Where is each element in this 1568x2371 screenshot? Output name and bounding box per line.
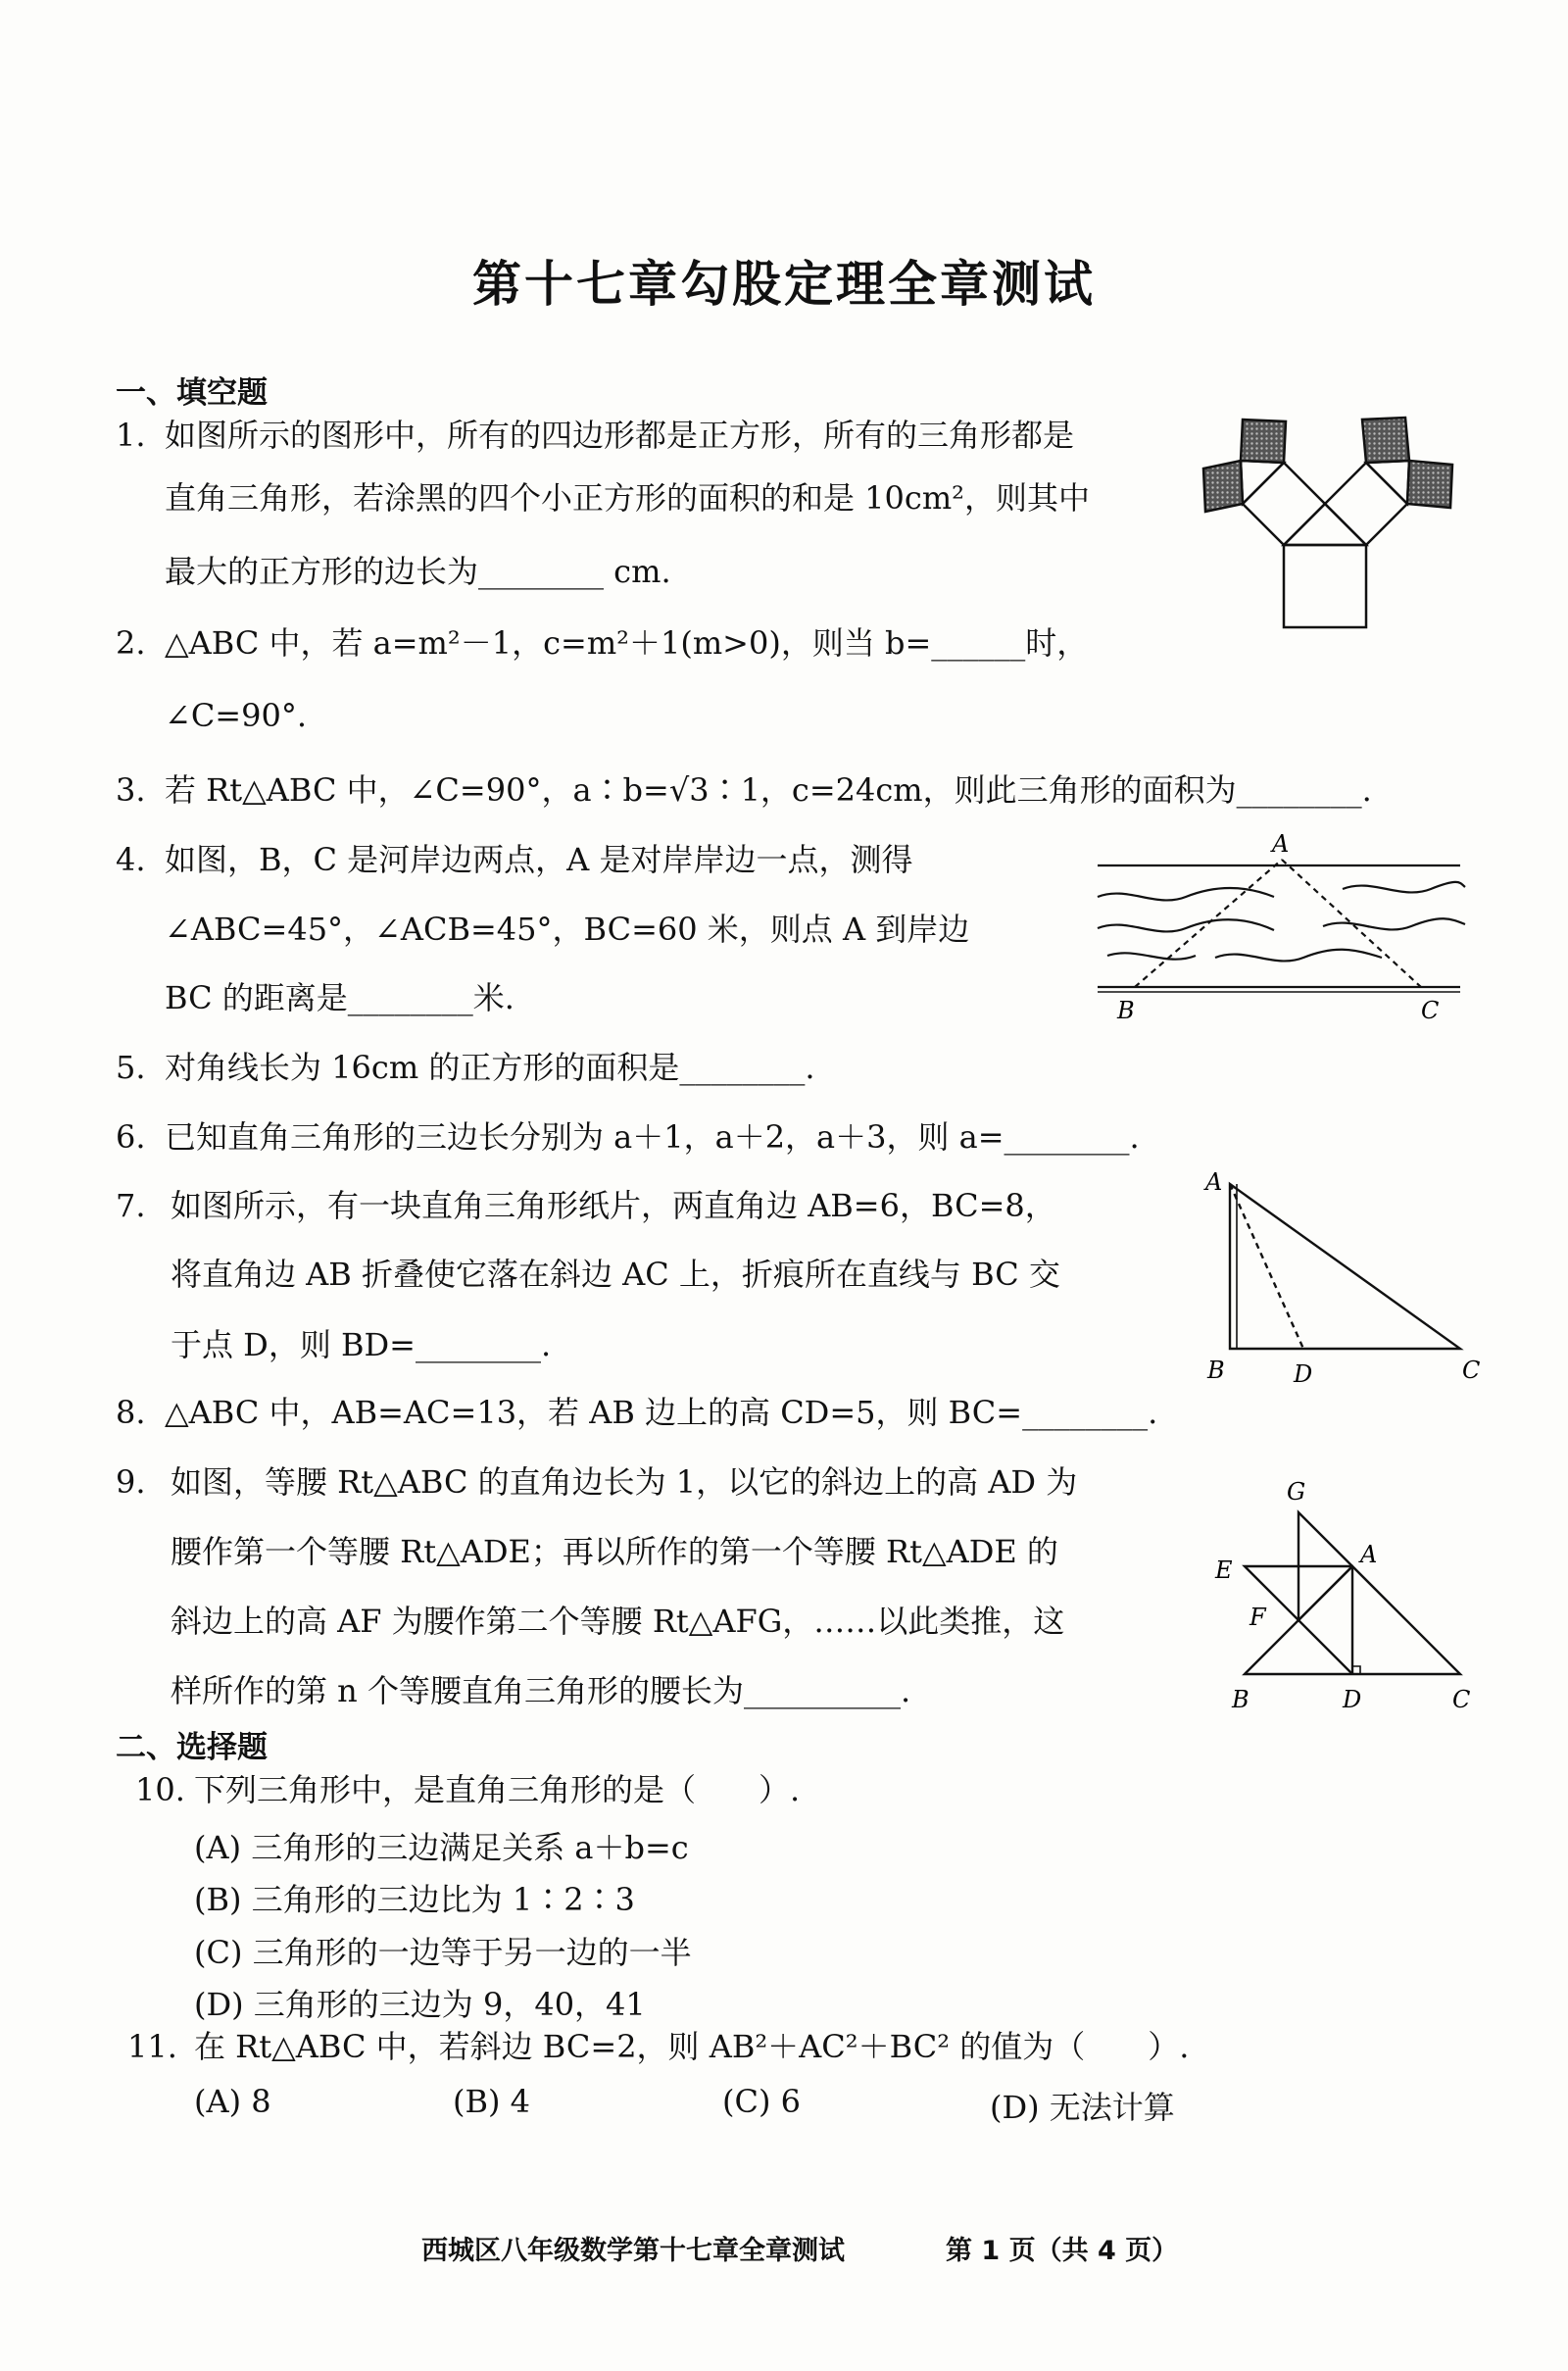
label-b: B — [1117, 997, 1135, 1024]
q8-line-1: △ABC 中，AB=AC=13，若 AB 边上的高 CD=5，则 BC=________. — [165, 1394, 1158, 1431]
largest-square — [1284, 545, 1366, 627]
q2-number: 2. — [116, 624, 146, 662]
label-f: F — [1250, 1604, 1266, 1631]
q5-line-1: 对角线长为 16cm 的正方形的面积是________. — [165, 1049, 815, 1086]
q7-line-2: 将直角边 AB 折叠使它落在斜边 AC 上，折痕所在直线与 BC 交 — [171, 1256, 1060, 1293]
q3-line-1: 若 Rt△ABC 中，∠C=90°，a∶b=√3∶1，c=24cm，则此三角形的面积为________. — [165, 771, 1372, 809]
q7-number: 7. — [116, 1187, 146, 1224]
label-a: A — [1272, 830, 1290, 858]
wave-2 — [1343, 882, 1465, 893]
label-c: C — [1462, 1357, 1481, 1384]
label-c: C — [1452, 1686, 1471, 1713]
q9-line-2: 腰作第一个等腰 Rt△ADE；再以所作的第一个等腰 Rt△ADE 的 — [171, 1533, 1058, 1570]
figure-folded-triangle — [1196, 1166, 1490, 1392]
section-multiple-choice: 二、选择题 — [116, 1730, 268, 1765]
triangle-abc — [1230, 1184, 1460, 1349]
figure-river — [1088, 828, 1480, 1024]
label-b: B — [1232, 1686, 1250, 1713]
q3-number: 3. — [116, 771, 146, 809]
q11-stem: 在 Rt△ABC 中，若斜边 BC=2，则 AB²＋AC²＋BC² 的值为（ ）. — [194, 2028, 1190, 2065]
q1-line-2: 直角三角形，若涂黑的四个小正方形的面积的和是 10cm²，则其中 — [165, 479, 1090, 517]
crease-ad — [1230, 1184, 1303, 1349]
q11-option-d: (D) 无法计算 — [990, 2089, 1175, 2126]
q2-line-2: ∠C=90°. — [165, 697, 307, 734]
segment-ab — [1135, 860, 1282, 987]
q9-line-4: 样所作的第 n 个等腰直角三角形的腰长为__________. — [171, 1672, 911, 1709]
label-g: G — [1287, 1478, 1306, 1506]
q4-line-3: BC 的距离是________米. — [165, 979, 514, 1016]
wave-4 — [1323, 918, 1465, 929]
figure-nested-triangles — [1176, 1441, 1490, 1725]
q7-line-3: 于点 D，则 BD=________. — [171, 1326, 552, 1363]
q11-option-b: (B) 4 — [453, 2083, 531, 2120]
q11-number: 11. — [127, 2028, 177, 2065]
label-d: D — [1343, 1686, 1362, 1713]
wave-1 — [1098, 888, 1274, 900]
q10-option-a: (A) 三角形的三边满足关系 a＋b=c — [194, 1829, 689, 1866]
q6-line-1: 已知直角三角形的三边长分别为 a＋1，a＋2，a＋3，则 a=________. — [165, 1118, 1140, 1156]
label-a: A — [1360, 1541, 1378, 1568]
shaded-square-3 — [1362, 418, 1409, 463]
label-b: B — [1207, 1357, 1225, 1384]
q5-number: 5. — [116, 1049, 146, 1086]
q4-line-1: 如图，B，C 是河岸边两点，A 是对岸岸边一点，测得 — [165, 841, 913, 878]
q1-line-3: 最大的正方形的边长为________ cm. — [165, 553, 671, 590]
q10-option-d: (D) 三角形的三边为 9，40，41 — [194, 1986, 646, 2023]
label-d: D — [1294, 1360, 1313, 1388]
q2-line-1: △ABC 中，若 a=m²－1，c=m²＋1(m>0)，则当 b=______时， — [165, 624, 1089, 662]
q11-option-a: (A) 8 — [194, 2083, 271, 2120]
q4-line-2: ∠ABC=45°，∠ACB=45°，BC=60 米，则点 A 到岸边 — [165, 911, 970, 948]
q1-line-1: 如图所示的图形中，所有的四边形都是正方形，所有的三角形都是 — [165, 417, 1075, 454]
left-small-triangle — [1241, 461, 1284, 504]
shaded-square-2 — [1203, 461, 1243, 512]
q9-line-3: 斜边上的高 AF 为腰作第二个等腰 Rt△AFG，……以此类推，这 — [171, 1603, 1065, 1640]
shaded-square-1 — [1241, 420, 1286, 463]
section-fill-in: 一、填空题 — [116, 375, 268, 411]
q10-stem: 下列三角形中，是直角三角形的是（ ）. — [194, 1771, 801, 1808]
q10-number: 10. — [135, 1771, 185, 1808]
page-title: 第十七章勾股定理全章测试 — [472, 256, 1096, 313]
q10-option-b: (B) 三角形的三边比为 1∶2∶3 — [194, 1881, 635, 1918]
height-af — [1298, 1566, 1352, 1620]
label-e: E — [1215, 1556, 1233, 1584]
right-small-triangle — [1366, 461, 1409, 504]
top-right-triangle — [1284, 504, 1366, 545]
q10-option-c: (C) 三角形的一边等于另一边的一半 — [194, 1934, 692, 1971]
q1-number: 1. — [116, 417, 146, 454]
wave-5 — [1107, 953, 1196, 959]
left-medium-square — [1243, 463, 1325, 545]
right-medium-square — [1325, 463, 1407, 545]
label-a: A — [1205, 1168, 1223, 1196]
q8-number: 8. — [116, 1394, 146, 1431]
label-c: C — [1421, 997, 1440, 1024]
q6-number: 6. — [116, 1118, 146, 1156]
figure-pythagoras-tree — [1196, 392, 1480, 637]
footer-title: 西城区八年级数学第十七章全章测试 — [421, 2236, 845, 2266]
q9-line-1: 如图，等腰 Rt△ABC 的直角边长为 1，以它的斜边上的高 AD 为 — [171, 1463, 1078, 1501]
q11-option-c: (C) 6 — [722, 2083, 801, 2120]
q9-number: 9. — [116, 1463, 146, 1501]
wave-6 — [1215, 950, 1382, 962]
q4-number: 4. — [116, 841, 146, 878]
footer-page-number: 第 1 页（共 4 页） — [946, 2236, 1179, 2266]
q7-line-1: 如图所示，有一块直角三角形纸片，两直角边 AB=6，BC=8， — [171, 1187, 1056, 1224]
wave-3 — [1098, 919, 1274, 931]
shaded-square-4 — [1407, 461, 1452, 508]
